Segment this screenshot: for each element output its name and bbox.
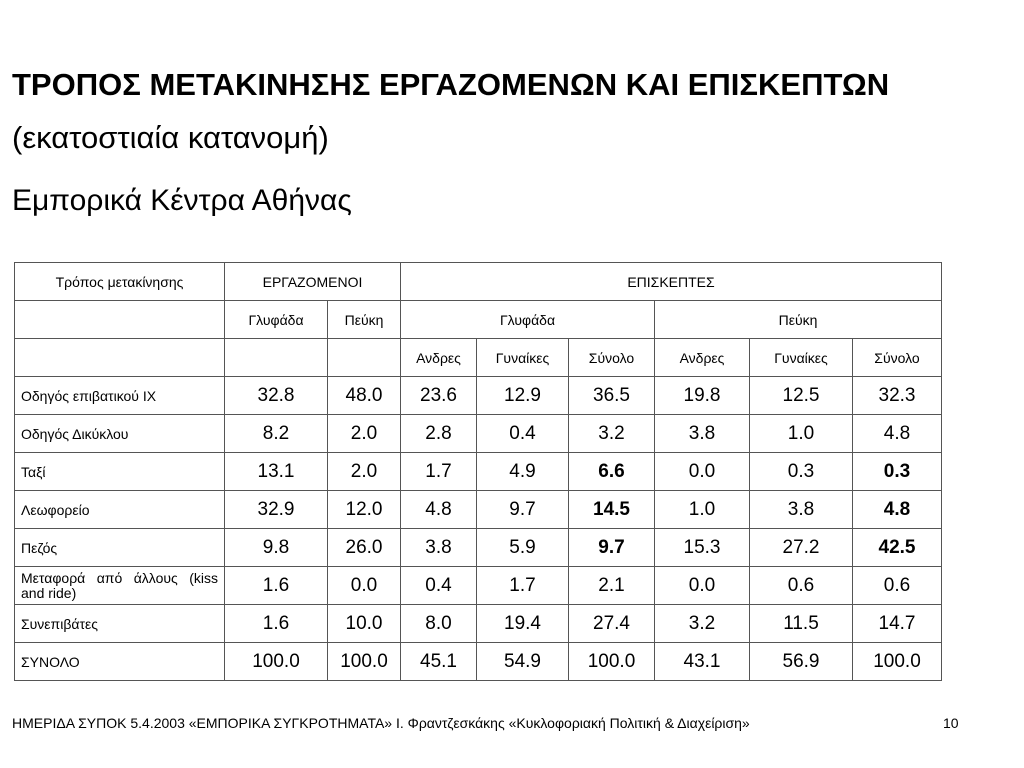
cell-value-total: 9.7 [569, 529, 655, 567]
cell-value: 3.8 [401, 529, 477, 567]
table-row [15, 453, 942, 491]
header-empty-cell [15, 301, 225, 339]
row-label: Ταξί [15, 453, 225, 491]
cell-value: 100.0 [853, 643, 942, 681]
header-employees: ΕΡΓΑΖΟΜΕΝΟΙ [225, 263, 401, 301]
cell-value: 3.2 [569, 415, 655, 453]
cell-value: 1.0 [750, 415, 853, 453]
cell-value: 56.9 [750, 643, 853, 681]
cell-value: 3.8 [655, 415, 750, 453]
header-women-peyki: Γυναίκες [750, 339, 853, 377]
cell-value: 100.0 [225, 643, 328, 681]
header-empty-cell [225, 339, 328, 377]
cell-value: 12.5 [750, 377, 853, 415]
slide-title-bold: ΤΡΟΠΟΣ ΜΕΤΑΚΙΝΗΣΗΣ ΕΡΓΑΖΟΜΕΝΩΝ ΚΑΙ ΕΠΙΣΚΕΠΤΩΝ [12, 67, 890, 102]
header-visitors-peyki: Πεύκη [655, 301, 942, 339]
cell-value: 0.3 [750, 453, 853, 491]
header-visitors: ΕΠΙΣΚΕΠΤΕΣ [401, 263, 942, 301]
cell-value: 32.9 [225, 491, 328, 529]
header-employees-peyki: Πεύκη [328, 301, 401, 339]
cell-value: 1.6 [225, 605, 328, 643]
cell-value: 36.5 [569, 377, 655, 415]
header-empty-cell [328, 339, 401, 377]
cell-value-total: 42.5 [853, 529, 942, 567]
table-row [15, 605, 942, 643]
header-men-glyfada: Ανδρες [401, 339, 477, 377]
cell-value: 54.9 [477, 643, 569, 681]
header-row-1 [15, 263, 942, 301]
cell-value: 15.3 [655, 529, 750, 567]
cell-value: 27.4 [569, 605, 655, 643]
table-row [15, 529, 942, 567]
cell-value: 13.1 [225, 453, 328, 491]
cell-value: 0.0 [655, 453, 750, 491]
cell-value: 12.0 [328, 491, 401, 529]
table-row [15, 415, 942, 453]
row-label: Οδηγός Δικύκλου [15, 415, 225, 453]
cell-value: 0.4 [401, 567, 477, 605]
cell-value: 1.6 [225, 567, 328, 605]
header-row-2 [15, 301, 942, 339]
cell-value: 32.8 [225, 377, 328, 415]
header-total-glyfada: Σύνολο [569, 339, 655, 377]
header-mode: Τρόπος μετακίνησης [15, 263, 225, 301]
cell-value: 14.7 [853, 605, 942, 643]
cell-value: 11.5 [750, 605, 853, 643]
header-women-glyfada: Γυναίκες [477, 339, 569, 377]
row-label: Οδηγός επιβατικού ΙΧ [15, 377, 225, 415]
cell-value: 26.0 [328, 529, 401, 567]
row-label: ΣΥΝΟΛΟ [15, 643, 225, 681]
header-men-peyki: Ανδρες [655, 339, 750, 377]
cell-value: 32.3 [853, 377, 942, 415]
cell-value: 1.0 [655, 491, 750, 529]
cell-value: 10.0 [328, 605, 401, 643]
cell-value-total: 14.5 [569, 491, 655, 529]
cell-value: 0.6 [750, 567, 853, 605]
cell-value: 27.2 [750, 529, 853, 567]
header-row-3 [15, 339, 942, 377]
cell-value: 4.8 [401, 491, 477, 529]
cell-value: 43.1 [655, 643, 750, 681]
cell-value: 19.4 [477, 605, 569, 643]
cell-value-total: 0.3 [853, 453, 942, 491]
cell-value: 2.1 [569, 567, 655, 605]
header-visitors-glyfada: Γλυφάδα [401, 301, 655, 339]
slide-title-normal: (εκατοστιαία κατανομή) [12, 120, 329, 155]
cell-value-total: 6.6 [569, 453, 655, 491]
row-label: Λεωφορείο [15, 491, 225, 529]
cell-value: 23.6 [401, 377, 477, 415]
header-empty-cell [15, 339, 225, 377]
cell-value: 2.8 [401, 415, 477, 453]
cell-value: 1.7 [401, 453, 477, 491]
row-label: Συνεπιβάτες [15, 605, 225, 643]
cell-value: 0.6 [853, 567, 942, 605]
table-row [15, 567, 942, 605]
cell-value: 19.8 [655, 377, 750, 415]
slide-subtitle: Εμπορικά Κέντρα Αθήνας [12, 184, 352, 217]
table-row-total [15, 643, 942, 681]
cell-value: 4.9 [477, 453, 569, 491]
cell-value: 0.0 [328, 567, 401, 605]
cell-value: 8.0 [401, 605, 477, 643]
cell-value: 9.8 [225, 529, 328, 567]
cell-value: 3.2 [655, 605, 750, 643]
slide-title [12, 58, 992, 164]
cell-value: 0.4 [477, 415, 569, 453]
row-label: Μεταφορά από άλλους (kiss and ride) [15, 567, 225, 605]
cell-value: 2.0 [328, 415, 401, 453]
cell-value: 0.0 [655, 567, 750, 605]
cell-value: 5.9 [477, 529, 569, 567]
table-row [15, 491, 942, 529]
cell-value-total: 4.8 [853, 491, 942, 529]
header-employees-glyfada: Γλυφάδα [225, 301, 328, 339]
slide-footer: ΗΜΕΡΙΔΑ ΣΥΠΟΚ 5.4.2003 «ΕΜΠΟΡΙΚΑ ΣΥΓΚΡΟΤΗΜΑΤΑ» Ι. Φραντζεσκάκης «Κυκλοφοριακή Πολιτική & Διαχείριση» [12, 715, 750, 731]
cell-value: 8.2 [225, 415, 328, 453]
cell-value: 3.8 [750, 491, 853, 529]
page-number: 10 [943, 715, 959, 731]
header-total-peyki: Σύνολο [853, 339, 942, 377]
cell-value: 45.1 [401, 643, 477, 681]
commute-mode-table [14, 262, 942, 681]
cell-value: 4.8 [853, 415, 942, 453]
cell-value: 2.0 [328, 453, 401, 491]
table-row [15, 377, 942, 415]
cell-value: 100.0 [328, 643, 401, 681]
row-label: Πεζός [15, 529, 225, 567]
cell-value: 1.7 [477, 567, 569, 605]
cell-value: 48.0 [328, 377, 401, 415]
cell-value: 12.9 [477, 377, 569, 415]
cell-value: 100.0 [569, 643, 655, 681]
cell-value: 9.7 [477, 491, 569, 529]
